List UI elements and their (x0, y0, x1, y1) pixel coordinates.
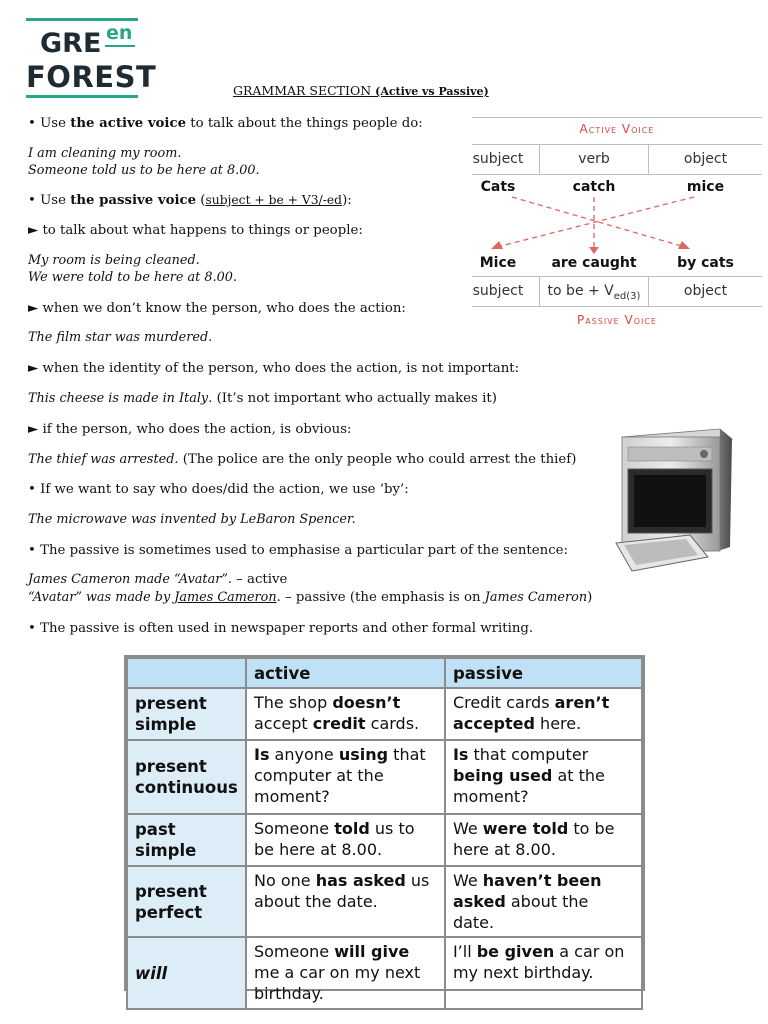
bottom-object-cell: object (683, 283, 728, 299)
usage-point: ► when the identity of the person, who does the action, is not important: (28, 361, 520, 376)
cell-text: The shop (253, 693, 333, 712)
table-row (127, 688, 642, 740)
passive-example-cell (445, 740, 642, 814)
cell-text: that computer at the moment? (253, 745, 426, 806)
emphasis-text: were told (482, 819, 569, 838)
passive-example-cell (445, 688, 642, 740)
logo-word-gre: GRE (40, 28, 102, 59)
tense-label (127, 740, 246, 814)
cell-text: We (452, 819, 483, 838)
cell-text: No one (253, 871, 316, 890)
usage-point: ► if the person, who does the action, is obvious: (28, 422, 352, 437)
tense-label-text: simple (135, 841, 197, 860)
usage-point: ► to talk about what happens to things or people: (28, 223, 363, 238)
tense-label-text: present (135, 757, 207, 776)
active-object-word: mice (686, 179, 725, 195)
table-row (127, 937, 642, 1009)
cell-text: Someone (253, 942, 335, 961)
cell-text: here. (534, 714, 582, 733)
active-example-cell (246, 937, 445, 1009)
usage-point: • The passive is often used in newspaper reports and other formal writing. (28, 621, 534, 636)
tense-label (127, 937, 246, 1009)
top-object-cell: object (683, 151, 728, 167)
cell-text: anyone (269, 745, 339, 764)
example-line: My room is being cleaned. (28, 253, 200, 268)
active-subject-word: Cats (480, 179, 516, 195)
cell-text: to be here at 8.00. (452, 819, 615, 859)
emphasis-text: using (338, 745, 389, 764)
tense-label-text: past (135, 820, 176, 839)
bottom-verb-cell: to be + $V_{ed(3)}$ (547, 283, 641, 302)
cell-text: at the moment? (452, 766, 605, 806)
cell-text: cards. (365, 714, 420, 733)
divider (472, 306, 762, 307)
microwave-oven-icon (612, 425, 740, 577)
emphasis-text: be given (476, 942, 555, 961)
cell-text: that computer (468, 745, 589, 764)
passive-object-word: by cats (677, 255, 734, 271)
rule-active-voice: • Use the active voice to talk about the things people do: (28, 116, 423, 131)
example-line: We were told to be here at 8.00. (28, 270, 237, 285)
emphasis-text: doesn’t (332, 693, 401, 712)
example-line: I am cleaning my room. (28, 146, 182, 161)
emphasis-text: Is (253, 745, 270, 764)
passive-voice-caption: Passive Voice (576, 313, 658, 327)
usage-point: • If we want to say who does/did the action, we use ‘by’: (28, 482, 409, 497)
emphasis-text: haven’t been asked (452, 871, 602, 911)
top-subject-cell: subject (472, 151, 524, 167)
cell-text: us to be here at 8.00. (253, 819, 415, 859)
logo-word-en: en (106, 22, 133, 44)
tense-label-text: present (135, 694, 207, 713)
bottom-subject-cell: subject (472, 283, 524, 299)
tense-label-text: continuous (135, 778, 238, 797)
passive-verb-word: are caught (551, 255, 637, 271)
example-line: The thief was arrested. (The police are the only people who could arrest the thief) (28, 452, 577, 467)
table-header-row (127, 658, 642, 688)
top-verb-cell: verb (578, 151, 610, 167)
cell-text: We (452, 871, 483, 890)
usage-point: • The passive is sometimes used to emphasise a particular part of the sentence: (28, 543, 568, 558)
example-line: Someone told us to be here at 8.00. (28, 163, 260, 178)
table-row (127, 814, 642, 866)
passive-example-cell (445, 937, 642, 1009)
active-example-cell (246, 866, 445, 937)
cell-text: I’ll (452, 942, 477, 961)
logo-en-underline (105, 45, 135, 47)
table-row (127, 740, 642, 814)
usage-point: ► when we don’t know the person, who does the action: (28, 301, 406, 316)
table-header-corner (127, 658, 246, 688)
grammar-table (126, 657, 643, 1010)
cell-text: me a car on my next birthday. (253, 963, 421, 1003)
logo-word-forest: FOREST (26, 60, 157, 94)
active-voice-caption: Active Voice (579, 122, 655, 136)
example-line: “Avatar” was made by James Cameron. – passive (the emphasis is on James Cameron) (28, 590, 593, 605)
cell-text: Someone (253, 819, 335, 838)
cell-text: a car on my next birthday. (452, 942, 625, 982)
tense-label-text: simple (135, 715, 197, 734)
table-header-passive: passive (445, 658, 642, 688)
example-line: The film star was murdered. (28, 330, 213, 345)
emphasis-text: will give (334, 942, 410, 961)
active-example-cell (246, 740, 445, 814)
emphasis-text: told (334, 819, 370, 838)
cell-text: about the date. (452, 892, 589, 932)
table-header-active: active (246, 658, 445, 688)
emphasis-text: has asked (315, 871, 406, 890)
green-forest-logo (26, 18, 157, 100)
passive-subject-word: Mice (479, 255, 517, 271)
active-verb-word: catch (572, 179, 616, 195)
logo-bottom-rule (26, 95, 138, 98)
tense-label-text: perfect (135, 902, 203, 922)
passive-example-cell (445, 866, 642, 937)
rule-passive-voice: • Use the passive voice (subject + be + V3/-ed): (28, 193, 352, 208)
emphasis-text: Is (452, 745, 469, 764)
tense-label (127, 866, 246, 937)
title-sub: (Active vs Passive) (375, 85, 489, 98)
title-main: GRAMMAR SECTION (233, 83, 376, 98)
active-passive-diagram (472, 117, 762, 332)
active-example-cell (246, 814, 445, 866)
active-passive-table (124, 655, 645, 1003)
tense-label (127, 688, 246, 740)
passive-example-cell (445, 814, 642, 866)
tense-label (127, 814, 246, 866)
tense-label-text: present (135, 881, 207, 901)
page-title (233, 83, 489, 98)
active-example-cell (246, 688, 445, 740)
divider (472, 276, 762, 277)
example-line: The microwave was invented by LeBaron Spencer. (28, 512, 356, 527)
emphasis-text: aren’t accepted (452, 693, 610, 733)
example-line: This cheese is made in Italy. (It’s not important who actually makes it) (28, 391, 497, 406)
cell-text: us about the date. (253, 871, 430, 911)
table-row (127, 866, 642, 937)
passive-formula: subject + be + V3/-ed (205, 193, 343, 207)
emphasis-text: being used (452, 766, 553, 785)
logo-top-rule (26, 18, 138, 21)
example-line: James Cameron made “Avatar”. – active (28, 572, 288, 587)
emphasis-text: credit (312, 714, 366, 733)
cell-text: Credit cards (452, 693, 555, 712)
cell-text: accept (253, 714, 313, 733)
tense-label-text: will (135, 963, 168, 983)
